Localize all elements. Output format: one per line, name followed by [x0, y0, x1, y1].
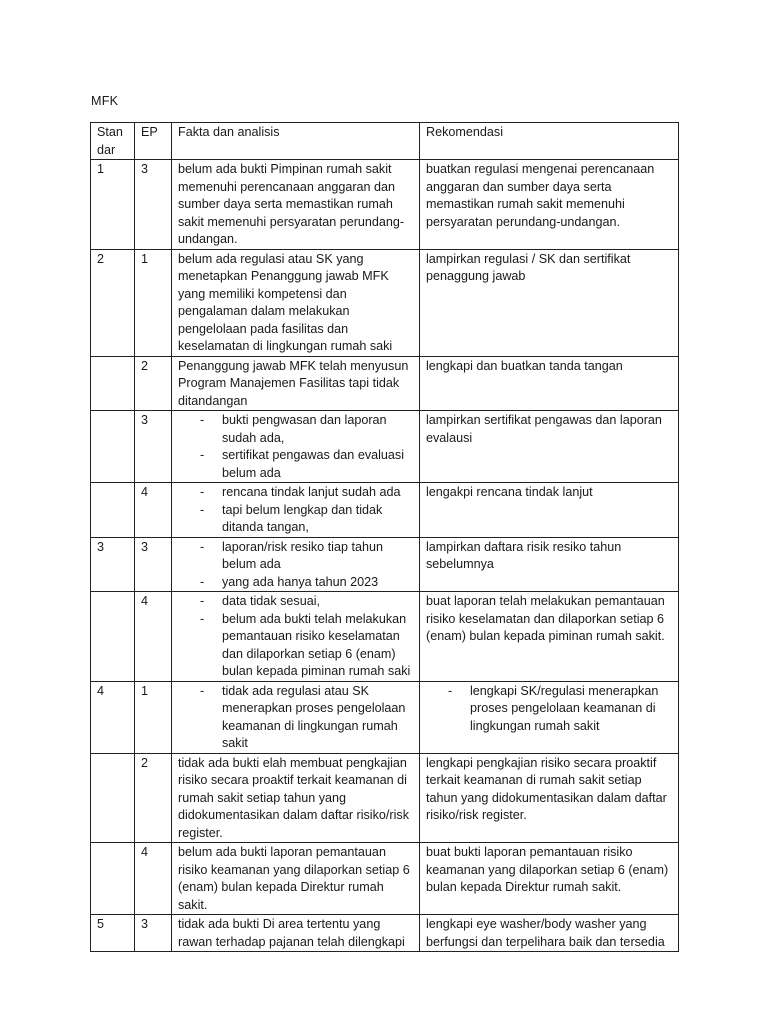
cell-fakta: tidak ada bukti Di area tertentu yang rawan terhadap pajanan telah dilengkapi	[172, 915, 420, 952]
cell-standar	[91, 843, 135, 915]
list-item: - rencana tindak lanjut sudah ada	[222, 484, 415, 502]
cell-standar	[91, 483, 135, 538]
table-row	[91, 411, 679, 483]
cell-fakta: belum ada regulasi atau SK yang menetapkan Penanggung jawab MFK yang memiliki kompetensi dan pengalaman dalam melakukan pengelolaan pada fasilitas dan keselamatan di lingkungan rumah saki	[172, 249, 420, 356]
list-item: - tapi belum lengkap dan tidak ditanda tangan,	[222, 502, 415, 537]
cell-ep: 2	[135, 753, 172, 843]
header-ep: EP	[135, 123, 172, 160]
cell-ep: 4	[135, 843, 172, 915]
cell-rekomendasi: buatkan regulasi mengenai perencanaan anggaran dan sumber daya serta memastikan rumah sakit memenuhi persyaratan perundang-undangan.	[420, 160, 679, 250]
table-row	[91, 681, 679, 753]
cell-ep: 1	[135, 249, 172, 356]
cell-ep: 1	[135, 681, 172, 753]
cell-standar	[91, 411, 135, 483]
cell-fakta	[172, 411, 420, 483]
cell-rekomendasi: buat bukti laporan pemantauan risiko keamanan yang dilaporkan setiap 6 (enam) bulan kepada Direktur rumah sakit.	[420, 843, 679, 915]
cell-rekomendasi: lampirkan regulasi / SK dan sertifikat penaggung jawab	[420, 249, 679, 356]
cell-fakta	[172, 681, 420, 753]
cell-rekomendasi: lampirkan sertifikat pengawas dan laporan evalausi	[420, 411, 679, 483]
cell-fakta	[172, 483, 420, 538]
table-row	[91, 249, 679, 356]
cell-standar: 2	[91, 249, 135, 356]
header-rekomendasi: Rekomendasi	[420, 123, 679, 160]
list-item: - yang ada hanya tahun 2023	[222, 574, 415, 592]
cell-standar: 5	[91, 915, 135, 952]
cell-ep: 2	[135, 356, 172, 411]
table-row	[91, 356, 679, 411]
cell-ep: 3	[135, 537, 172, 592]
header-fakta: Fakta dan analisis	[172, 123, 420, 160]
table-header-row	[91, 123, 679, 160]
list-item: - laporan/risk resiko tiap tahun belum ada	[222, 539, 415, 574]
fakta-bullet-list	[178, 484, 415, 537]
cell-ep: 3	[135, 411, 172, 483]
cell-standar	[91, 356, 135, 411]
rekomendasi-bullet-list	[426, 683, 674, 736]
cell-rekomendasi: lampirkan daftara risik resiko tahun sebelumnya	[420, 537, 679, 592]
cell-fakta: Penanggung jawab MFK telah menyusun Program Manajemen Fasilitas tapi tidak ditandangan	[172, 356, 420, 411]
fakta-bullet-list	[178, 412, 415, 482]
header-standar: Stan dar	[91, 123, 135, 160]
table-row	[91, 537, 679, 592]
cell-ep: 3	[135, 915, 172, 952]
cell-standar: 4	[91, 681, 135, 753]
cell-rekomendasi: buat laporan telah melakukan pemantauan risiko keselamatan dan dilaporkan setiap 6 (enam) bulan kepada piminan rumah sakit.	[420, 592, 679, 682]
cell-fakta	[172, 537, 420, 592]
list-item: - data tidak sesuai,	[222, 593, 415, 611]
table-row	[91, 160, 679, 250]
table-row	[91, 843, 679, 915]
table-row	[91, 483, 679, 538]
mfk-table	[90, 122, 679, 952]
fakta-bullet-list	[178, 593, 415, 681]
document-title: MFK	[91, 94, 119, 108]
cell-standar: 3	[91, 537, 135, 592]
cell-standar: 1	[91, 160, 135, 250]
cell-standar	[91, 753, 135, 843]
cell-ep: 4	[135, 483, 172, 538]
cell-rekomendasi: lengkapi eye washer/body washer yang berfungsi dan terpelihara baik dan tersedia	[420, 915, 679, 952]
list-item: - tidak ada regulasi atau SK menerapkan proses pengelolaan keamanan di lingkungan rumah sakit	[222, 683, 415, 753]
table-row	[91, 753, 679, 843]
cell-fakta: belum ada bukti laporan pemantauan risiko keamanan yang dilaporkan setiap 6 (enam) bulan kepada Direktur rumah sakit.	[172, 843, 420, 915]
cell-fakta	[172, 592, 420, 682]
list-item: - bukti pengwasan dan laporan sudah ada,	[222, 412, 415, 447]
cell-standar	[91, 592, 135, 682]
cell-ep: 3	[135, 160, 172, 250]
table-row	[91, 915, 679, 952]
fakta-bullet-list	[178, 539, 415, 592]
cell-rekomendasi	[420, 681, 679, 753]
cell-rekomendasi: lengakpi rencana tindak lanjut	[420, 483, 679, 538]
cell-fakta: tidak ada bukti elah membuat pengkajian risiko secara proaktif terkait keamanan di rumah sakit setiap tahun yang didokumentasikan dalam daftar risiko/risk register.	[172, 753, 420, 843]
cell-rekomendasi: lengkapi pengkajian risiko secara proaktif terkait keamanan di rumah sakit setiap tahun yang didokumentasikan dalam daftar risiko/risk register.	[420, 753, 679, 843]
fakta-bullet-list	[178, 683, 415, 753]
cell-fakta: belum ada bukti Pimpinan rumah sakit memenuhi perencanaan anggaran dan sumber daya serta memastikan rumah sakit memenuhi persyaratan perundang-undangan.	[172, 160, 420, 250]
table-row	[91, 592, 679, 682]
list-item: - belum ada bukti telah melakukan pemantauan risiko keselamatan dan dilaporkan setiap 6 (enam) bulan kepada piminan rumah saki	[222, 611, 415, 681]
cell-rekomendasi: lengkapi dan buatkan tanda tangan	[420, 356, 679, 411]
list-item: - sertifikat pengawas dan evaluasi belum ada	[222, 447, 415, 482]
list-item: - lengkapi SK/regulasi menerapkan proses pengelolaan keamanan di lingkungan rumah sakit	[470, 683, 674, 736]
cell-ep: 4	[135, 592, 172, 682]
